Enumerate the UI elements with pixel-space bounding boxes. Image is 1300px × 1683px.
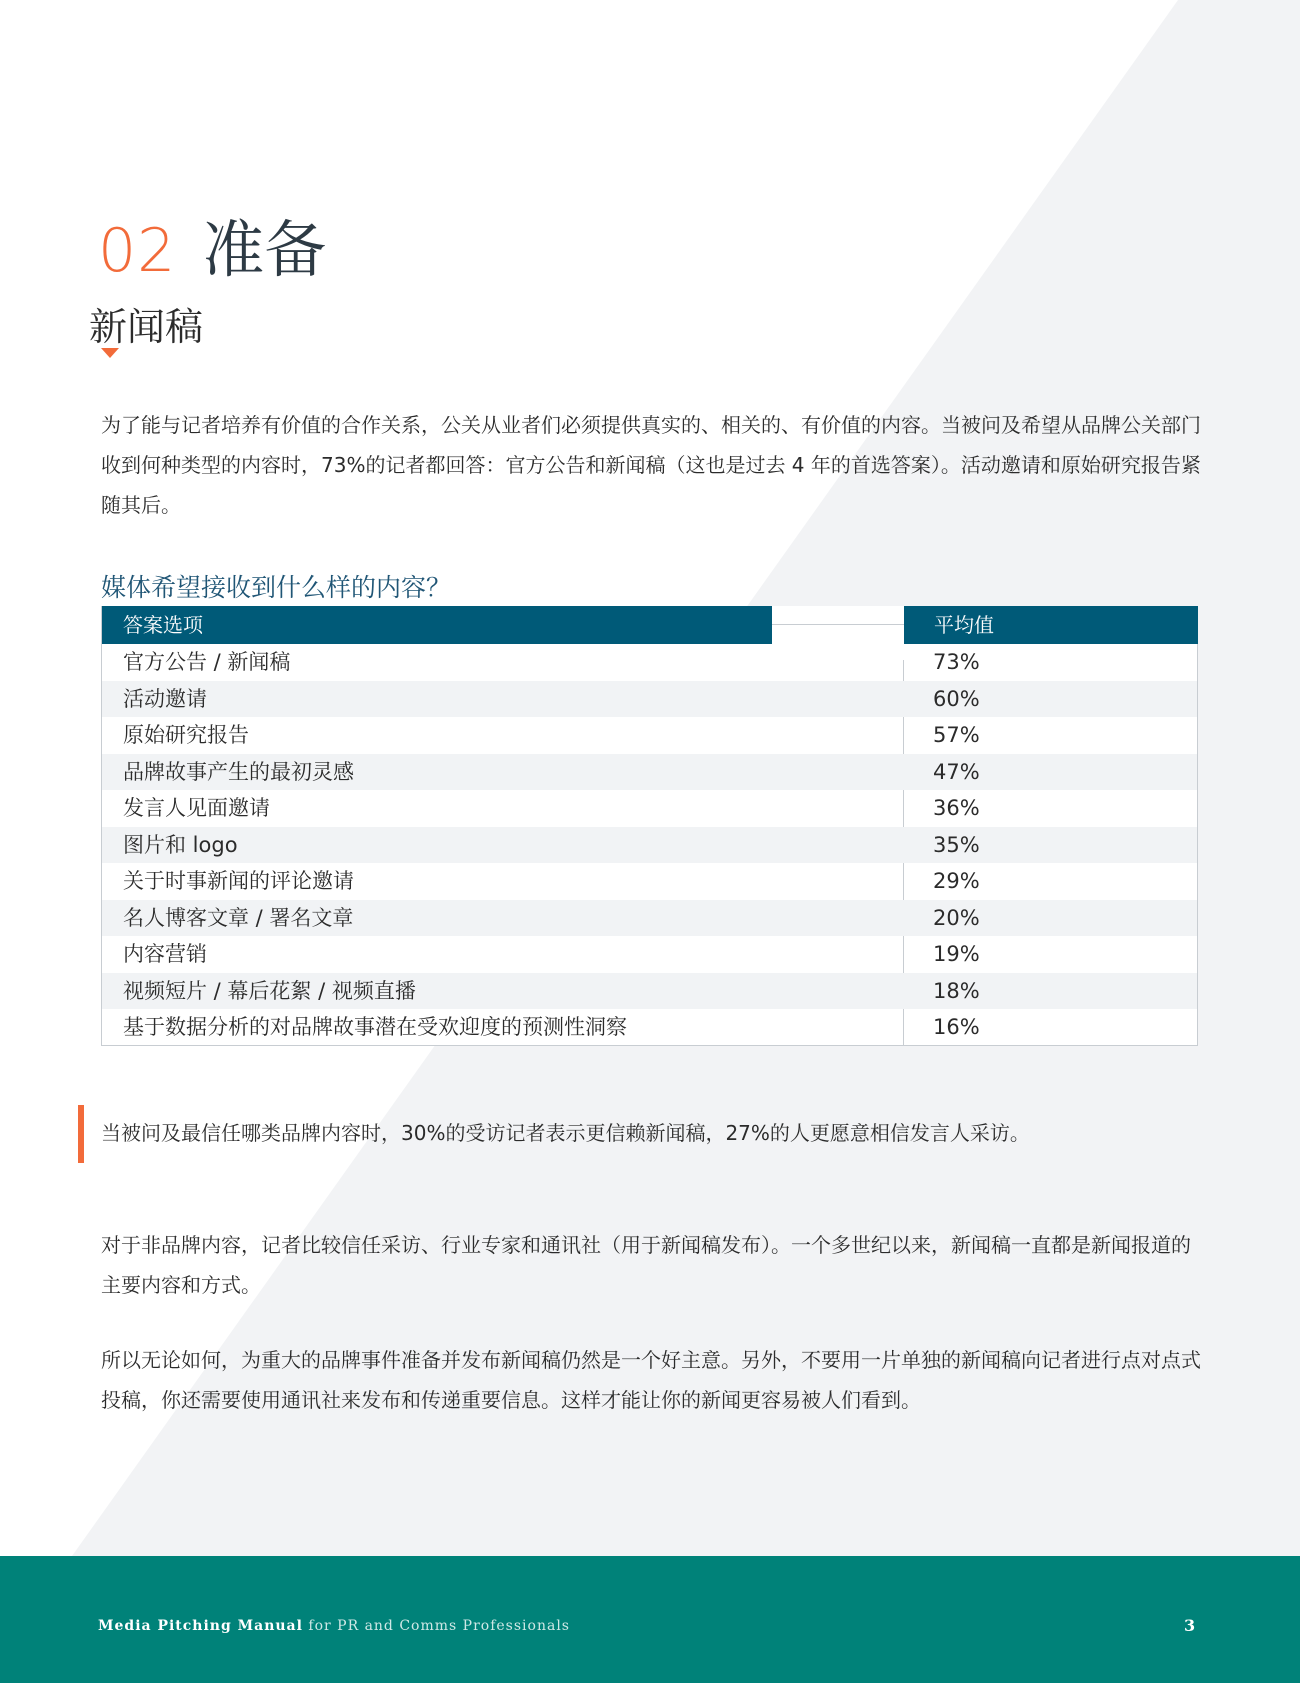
answer-cell: 官方公告 / 新闻稿 (123, 650, 291, 674)
value-cell: 36% (933, 796, 980, 820)
answer-cell: 内容营销 (123, 942, 207, 966)
table-row (102, 644, 1197, 681)
table-row (102, 790, 1197, 827)
table-title: 媒体希望接收到什么样的内容？ (101, 573, 452, 602)
table-row (102, 1009, 1197, 1046)
value-cell: 18% (933, 978, 980, 1003)
value-cell: 29% (933, 869, 980, 893)
table-row (102, 827, 1197, 864)
answer-cell: 关于时事新闻的评论邀请 (123, 869, 354, 893)
table-row (102, 973, 1197, 1010)
answer-cell: 原始研究报告 (123, 723, 249, 747)
answer-cell: 基于数据分析的对品牌故事潜在受欢迎度的预测性洞察 (123, 1015, 627, 1039)
value-cell: 35% (933, 832, 980, 857)
table-row (102, 936, 1197, 973)
table-row (102, 754, 1197, 791)
value-cell: 16% (933, 1015, 980, 1039)
content-preference-table (101, 606, 1198, 1046)
table-row (102, 900, 1197, 937)
value-cell: 19% (933, 942, 980, 966)
value-cell: 47% (933, 759, 980, 784)
body-paragraph-3: 所以无论如何，为重大的品牌事件准备并发布新闻稿仍然是一个好主意。另外，不要用一片单独的新闻稿向记者进行点对点式投稿，你还需要使用通讯社来发布和传递重要信息。这样才能让你的新闻更容易被人们看到。 (101, 1348, 1201, 1412)
table-header-answer: 答案选项 (102, 606, 772, 644)
footer-title-rest: for PR and Comms Professionals (308, 1618, 570, 1634)
footer-title (98, 1618, 570, 1634)
answer-cell: 发言人见面邀请 (123, 796, 270, 820)
table-header-average: 平均值 (904, 606, 1198, 644)
chapter-heading (98, 200, 327, 286)
intro-paragraph: 为了能与记者培养有价值的合作关系，公关从业者们必须提供真实的、相关的、有价值的内容。当被问及希望从品牌公关部门收到何种类型的内容时，73%的记者都回答：官方公告和新闻稿（这也是过去 4 年的首选答案）。活动邀请和原始研究报告紧随其后。 (101, 413, 1201, 517)
callout-accent-bar (78, 1105, 84, 1163)
page-number: 3 (1184, 1616, 1196, 1635)
table-row (102, 717, 1197, 754)
answer-cell: 名人博客文章 / 署名文章 (123, 905, 354, 930)
chapter-title: 准备 (202, 213, 327, 286)
answer-cell: 活动邀请 (123, 686, 207, 711)
value-cell: 60% (933, 686, 980, 711)
table-body (102, 644, 1197, 1046)
footer-title-bold: Media Pitching Manual (98, 1618, 303, 1634)
answer-cell: 品牌故事产生的最初灵感 (123, 759, 354, 784)
value-cell: 73% (933, 650, 980, 674)
section-marker-triangle-icon (101, 348, 119, 358)
table-header-divider (772, 624, 904, 625)
table-row (102, 681, 1197, 718)
answer-cell: 图片和 logo (123, 832, 238, 857)
table-row (102, 863, 1197, 900)
callout-text: 当被问及最信任哪类品牌内容时，30%的受访记者表示更信赖新闻稿，27%的人更愿意相信发言人采访。 (101, 1121, 1030, 1145)
value-cell: 20% (933, 905, 980, 930)
value-cell: 57% (933, 723, 980, 747)
section-title: 新闻稿 (89, 305, 204, 349)
chapter-number: 02 (98, 216, 177, 286)
body-paragraph-2: 对于非品牌内容，记者比较信任采访、行业专家和通讯社（用于新闻稿发布）。一个多世纪以来，新闻稿一直都是新闻报道的主要内容和方式。 (101, 1233, 1191, 1297)
page-footer (0, 1556, 1300, 1683)
answer-cell: 视频短片 / 幕后花絮 / 视频直播 (123, 978, 416, 1003)
